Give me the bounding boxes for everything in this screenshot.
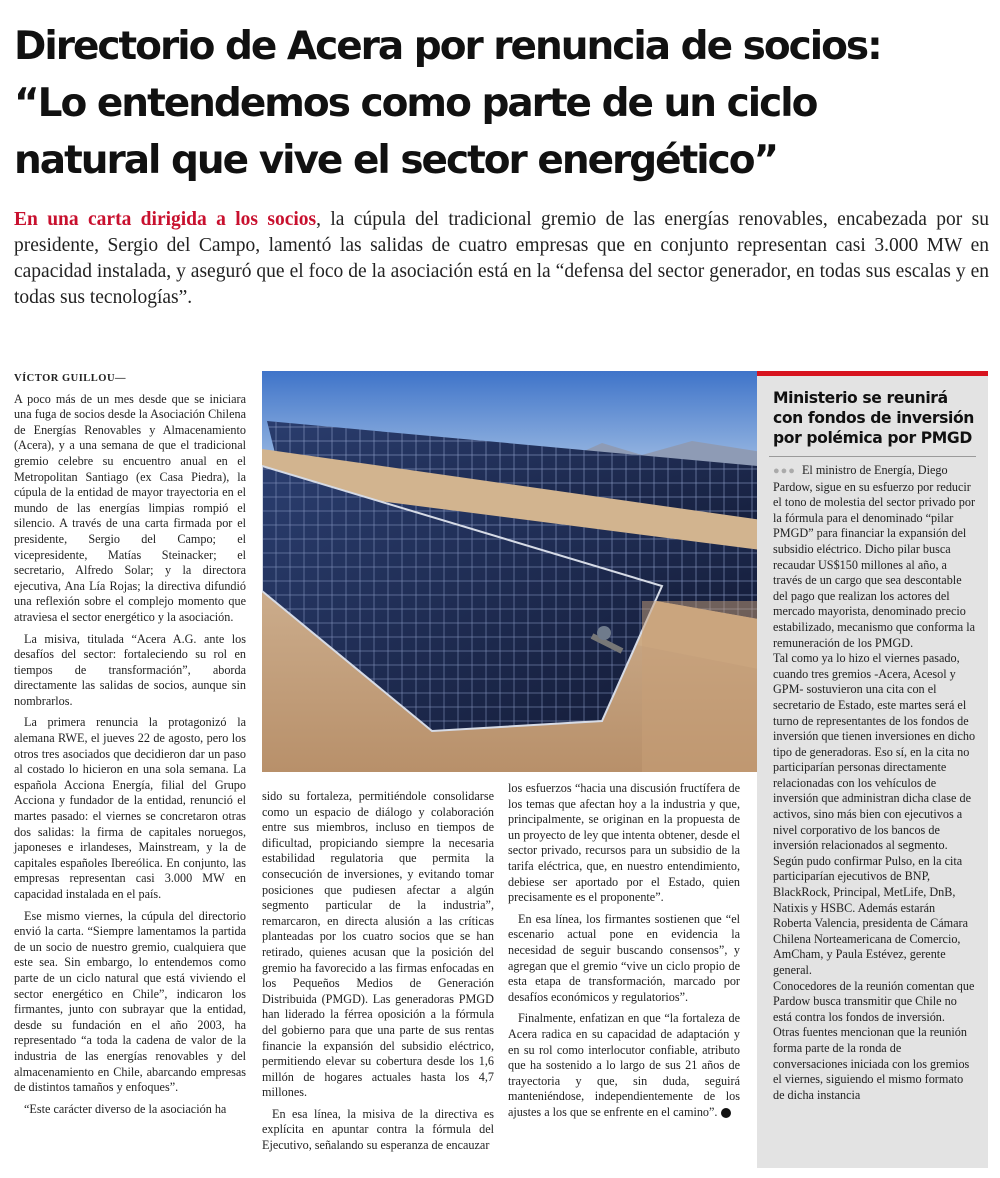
article-column-3 [508, 781, 740, 1120]
col3-last-paragraph [508, 1011, 740, 1120]
sidebar-paragraph: Conocedores de la reunión comentan que Pardow busca transmitir que Chile no está contra los fondos de inversión. [773, 978, 975, 1024]
lead-highlight: En una carta dirigida a los socios [14, 209, 317, 230]
sidebar-paragraph: Otras fuentes mencionan que la reunión forma parte de la ronda de conversaciones iniciada con los gremios el viernes, siguiendo el mismo formato de dicha instancia [773, 1025, 970, 1102]
solar-panels-photo [262, 371, 769, 772]
col1-paragraph: Ese mismo viernes, la cúpula del directorio envió la carta. “Siempre lamentamos la partida de un socio de nuestro gremio, cualquiera que este sea. Sin embargo, lo entendemos como parte de un ciclo natural que está viviendo el sector energético en Chile”, indicaron los firmantes, junto con subrayar que la entidad, desde su fundación en el año 2003, ha representado “a toda la cadena de valor de la industria de las energías renovables y del almacenamiento en Chile, abarcando empresas de distintos tamaños y enfoques”. [14, 908, 246, 1095]
end-mark-icon: P [721, 1108, 731, 1118]
col1-paragraph: La primera renuncia la protagonizó la alemana RWE, el jueves 22 de agosto, pero los otros tres asociados que decidieron dar un paso al costado lo hicieron en una sola semana. La española Acciona Energía, filial del Grupo Acciona y fundador de la entidad, renunció el martes pasado: el viernes se concretaron otras dos salidas: la firma de capitales noruegos, japoneses e irlandeses, Mainstream, y la de capitales españoles Ibereólica. En conjunto, las empresas representan casi 3.000 MW en capacidad instalada en el país. [14, 715, 246, 901]
col1-paragraph: A poco más de un mes desde que se iniciara una fuga de socios desde la Asociación Chilena de Energías Renovables y Almacenamiento (Acera), y a una semana de que el tradicional gremio celebre su encuentro anual en el Metropolitan Santiago (ex Casa Piedra), la cúpula de la entidad de mayor trayectoria en el mundo de las energías limpias rompió el silencio. A través de una carta firmada por el presidente, Sergio del Campo; el vicepresidente, Matías Steinacker; el secretario, Alfredo Solar; y la directora ejecutiva, Ana Lía Rojas; la directiva difundió una reflexión sobre el complejo momento que atraviesa el sector energético y la asociación. [14, 391, 246, 624]
col3-paragraph: Finalmente, enfatizan en que “la fortaleza de Acera radica en su capacidad de adaptación y en su rol como interlocutor confiable, atributo que ha sostenido a lo largo de sus 21 años de trayectoria y que, sin duda, seguirá manteniéndose, independientemente de los ajustes a los que se enfrente en el camino”. [508, 1011, 740, 1119]
sidebar-title: Ministerio se reunirá con fondos de inversión por polémica por PMGD [773, 389, 974, 447]
col3-paragraph: los esfuerzos “hacia una discusión fructífera de los temas que afectan hoy a la industria y que, principalmente, se originan en la propuesta de un proyecto de ley que intenta obtener, desde el sector privado, recursos para un subsidio de la tarifa eléctrica, que, en nuestro entendimiento, debiese ser aportado por el Estado, quien precisamente es el proponente”. [508, 781, 741, 905]
sidebar-divider [769, 456, 976, 457]
col3-paragraph: En esa línea, los firmantes sostienen que “el escenario actual pone en evidencia la necesidad de seguir buscando consensos”, y agregan que el gremio “vive un ciclo propio de esta etapa de transformación, marcado por desafíos económicos y regulatorios”. [508, 911, 740, 1004]
byline: VÍCTOR GUILLOU— [14, 373, 127, 384]
sidebar-box [757, 371, 988, 1168]
headline [14, 18, 989, 189]
sidebar-paragraph: Tal como ya lo hizo el viernes pasado, cuando tres gremios -Acera, Acesol y GPM- sostuvieron una cita con el secretario de Estado, este martes será el turno de representantes de los fondos de inversión que tienen inversiones en dicho tipo de generadoras. Eso sí, en la cita no participarían personas directamente relacionadas con los vehículos de inversión que administran dicha clase de activos, sino más bien con ejecutivos a nivel corporativo de los bancos de inversión relacionados al segmento. [773, 651, 976, 853]
col1-paragraph: “Este carácter diverso de la asociación ha [24, 1101, 227, 1116]
lead-text: , la cúpula del tradicional gremio de las energías renovables, encabezada por su presidente, Sergio del Campo, lamentó las salidas de cuatro empresas que en conjunto representan casi 3.000 MW en capacidad instalada, y aseguró que el foco de la asociación está en la “defensa del sector generador, en todas sus escalas y en todas sus tecnologías”. [14, 209, 989, 308]
col2-paragraph: sido su fortaleza, permitiéndole consolidarse como un espacio de diálogo y colaboración entre sus miembros, incluso en tiempos de dificultad, propiciando siempre la necesaria estabilidad regulatoria que permita la consecución de inversiones, y evitando tomar posiciones que pudiesen afectar a algún segmento particular de la industria”, remarcaron, en directa alusión a las críticas planteadas por los cuatro socios que se han retirado, quienes acusan que la posición del gremio ha favorecido a las firmas enfocadas en los Pequeños Medios de Generación Distribuida (PMGD). Las generadoras PMGD han liderado la férrea oposición a la fórmula del gobierno para que una parte de sus rentas financie la expansión del subsidio eléctrico, permitiendo elevar su cobertura desde los 1,6 millón de hogares actuales hasta los 4,7 millones. [262, 789, 494, 1100]
col1-paragraph: La misiva, titulada “Acera A.G. ante los desafíos del sector: fortaleciendo su rol en tiempos de transformación”, aborda directamente las salidas de socios, aunque sin nombrarlos. [14, 631, 246, 708]
headline-line-3: natural que vive el sector energético” [14, 138, 778, 183]
article-column-2 [262, 789, 494, 1154]
sidebar-paragraph: Según pudo confirmar Pulso, en la cita participarían ejecutivos de BNP, BlackRock, Principal, MetLife, DnB, Natixis y HSBC. Además estarán Roberta Valencia, presidenta de Cámara Chilena Norteamericana de Comercio, AmCham, y Paula Estévez, gerente general. [773, 853, 969, 977]
lead-paragraph [14, 207, 989, 311]
headline-line-1: Directorio de Acera por renuncia de socios: [14, 24, 881, 69]
col2-paragraph: En esa línea, la misiva de la directiva es explícita en apuntar contra la fórmula del Ejecutivo, señalando su esperanza de encauzar [262, 1106, 494, 1153]
solar-farm-illustration [262, 371, 769, 772]
bullet-dots-icon: ●●● [773, 465, 796, 477]
article-column-1 [14, 371, 246, 1117]
sidebar-paragraph-text: El ministro de Energía, Diego Pardow, sigue en su esfuerzo por reducir el tono de molestia del sector privado por la fórmula para el denominado “pilar PMGD” para financiar la expansión del subsidio eléctrico. Dicho pilar busca recaudar US$150 millones al año, a través de un cargo que sea descontable del pago que realizan los actores del mercado mayorista, denominado precio estabilizado, mecanismo que conforma la remuneración de los PMGD. [773, 463, 976, 650]
sidebar-body [773, 463, 976, 1103]
headline-line-2: “Lo entendemos como parte de un ciclo [14, 81, 817, 126]
sidebar-paragraph [773, 463, 976, 651]
